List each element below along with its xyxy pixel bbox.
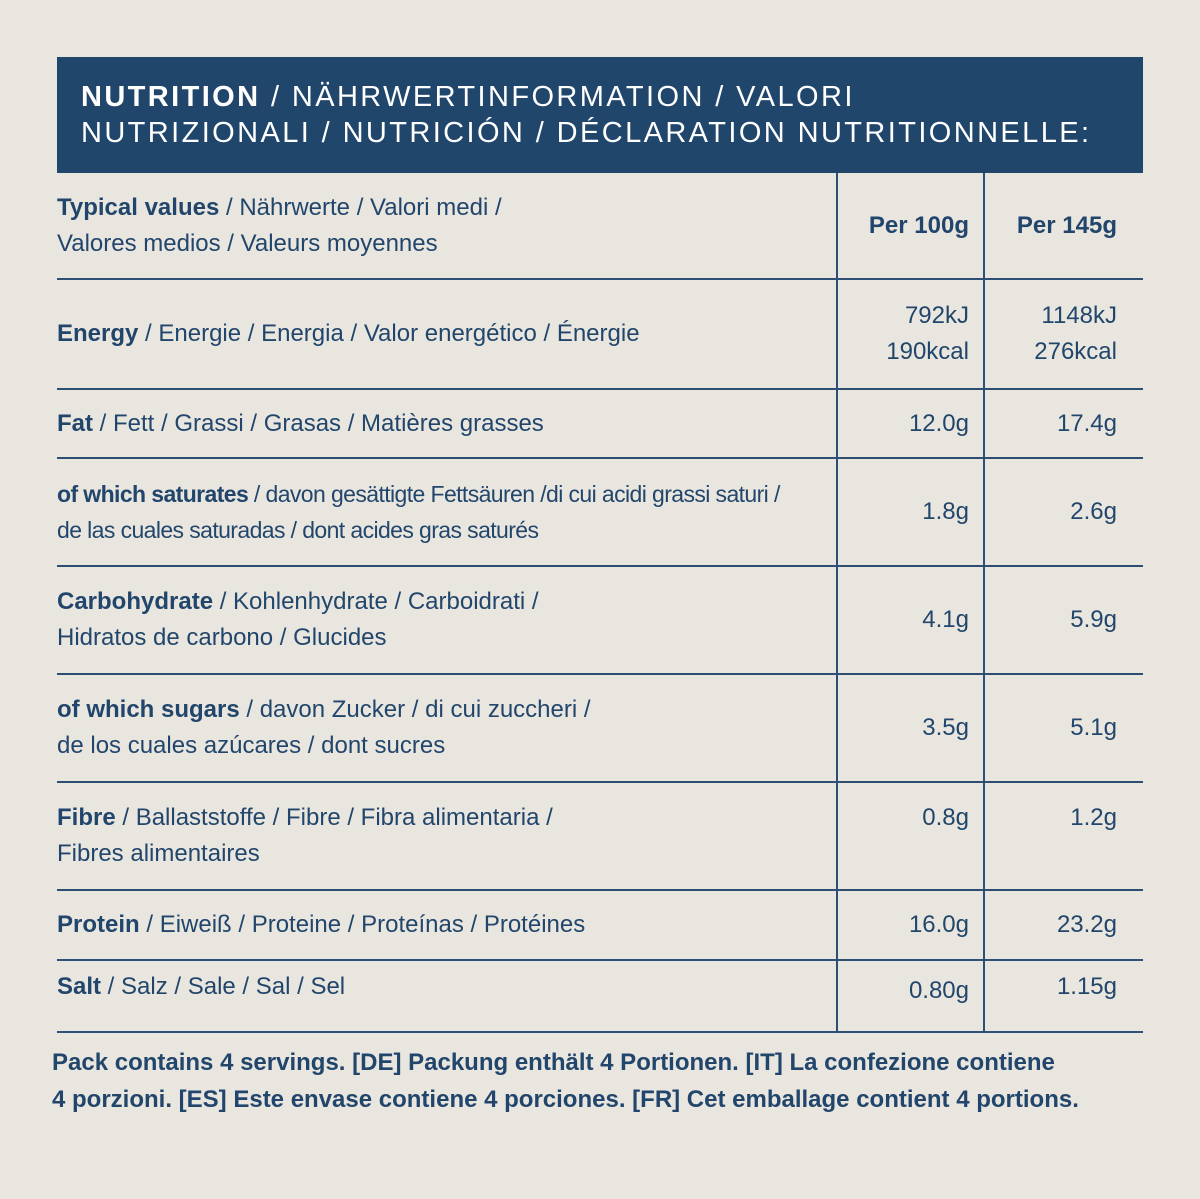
table-row-salt: [57, 960, 1143, 1032]
footnote-line-1: Pack contains 4 servings. [DE] Packung enthält 4 Portionen. [IT] La confezione contiene: [52, 1049, 1055, 1076]
nutrition-table: [57, 173, 1143, 1033]
sugars-label: of which sugars / davon Zucker / di cui zuccheri / de los cuales azúcares / dont sucres: [57, 674, 837, 782]
protein-per-145g: 23.2g: [984, 890, 1143, 960]
per-145g-header: Per 145g: [984, 173, 1143, 279]
table-header-row: [57, 173, 1143, 279]
table-row-saturates: [57, 458, 1143, 566]
fat-per-145g: 17.4g: [984, 389, 1143, 458]
fibre-label: Fibre / Ballaststoffe / Fibre / Fibra alimentaria / Fibres alimentaires: [57, 782, 837, 890]
nutrition-header: [57, 57, 1143, 173]
salt-per-145g: 1.15g: [984, 960, 1143, 1032]
carbohydrate-per-100g: 4.1g: [837, 566, 984, 674]
salt-label: Salt / Salz / Sale / Sal / Sel: [57, 960, 837, 1032]
table-row-protein: [57, 890, 1143, 960]
header-title-rest: / NÄHRWERTINFORMATION / VALORI: [260, 81, 855, 113]
footnote-line-2: 4 porzioni. [ES] Este envase contiene 4 porciones. [FR] Cet emballage contient 4 portions.: [52, 1086, 1079, 1113]
table-row-sugars: [57, 674, 1143, 782]
protein-per-100g: 16.0g: [837, 890, 984, 960]
header-line-2: NUTRIZIONALI / NUTRICIÓN / DÉCLARATION NUTRITIONNELLE:: [81, 117, 1092, 149]
fibre-per-145g: 1.2g: [984, 782, 1143, 890]
energy-per-100g: 792kJ 190kcal: [837, 279, 984, 389]
table-row-carbohydrate: [57, 566, 1143, 674]
protein-label: Protein / Eiweiß / Proteine / Proteínas / Protéines: [57, 890, 837, 960]
sugars-per-100g: 3.5g: [837, 674, 984, 782]
fat-per-100g: 12.0g: [837, 389, 984, 458]
table-row-energy: [57, 279, 1143, 389]
header-title-bold: NUTRITION: [81, 81, 261, 113]
table-row-fibre: [57, 782, 1143, 890]
energy-per-145g: 1148kJ 276kcal: [984, 279, 1143, 389]
typical-values-label: Typical values / Nährwerte / Valori medi / Valores medios / Valeurs moyennes: [57, 173, 837, 279]
fat-label: Fat / Fett / Grassi / Grasas / Matières grasses: [57, 389, 837, 458]
energy-label: Energy / Energie / Energia / Valor energético / Énergie: [57, 279, 837, 389]
header-line-1: [81, 79, 1119, 115]
saturates-per-100g: 1.8g: [837, 458, 984, 566]
servings-footnote: [52, 1044, 1152, 1118]
carbohydrate-label: Carbohydrate / Kohlenhydrate / Carboidrati / Hidratos de carbono / Glucides: [57, 566, 837, 674]
saturates-per-145g: 2.6g: [984, 458, 1143, 566]
table-row-fat: [57, 389, 1143, 458]
fibre-per-100g: 0.8g: [837, 782, 984, 890]
sugars-per-145g: 5.1g: [984, 674, 1143, 782]
carbohydrate-per-145g: 5.9g: [984, 566, 1143, 674]
saturates-label: of which saturates / davon gesättigte Fettsäuren /di cui acidi grassi saturi / de las cuales saturadas / dont acides gras saturés: [57, 458, 837, 566]
salt-per-100g: 0.80g: [837, 960, 984, 1032]
nutrition-panel: [57, 57, 1143, 1033]
per-100g-header: Per 100g: [837, 173, 984, 279]
